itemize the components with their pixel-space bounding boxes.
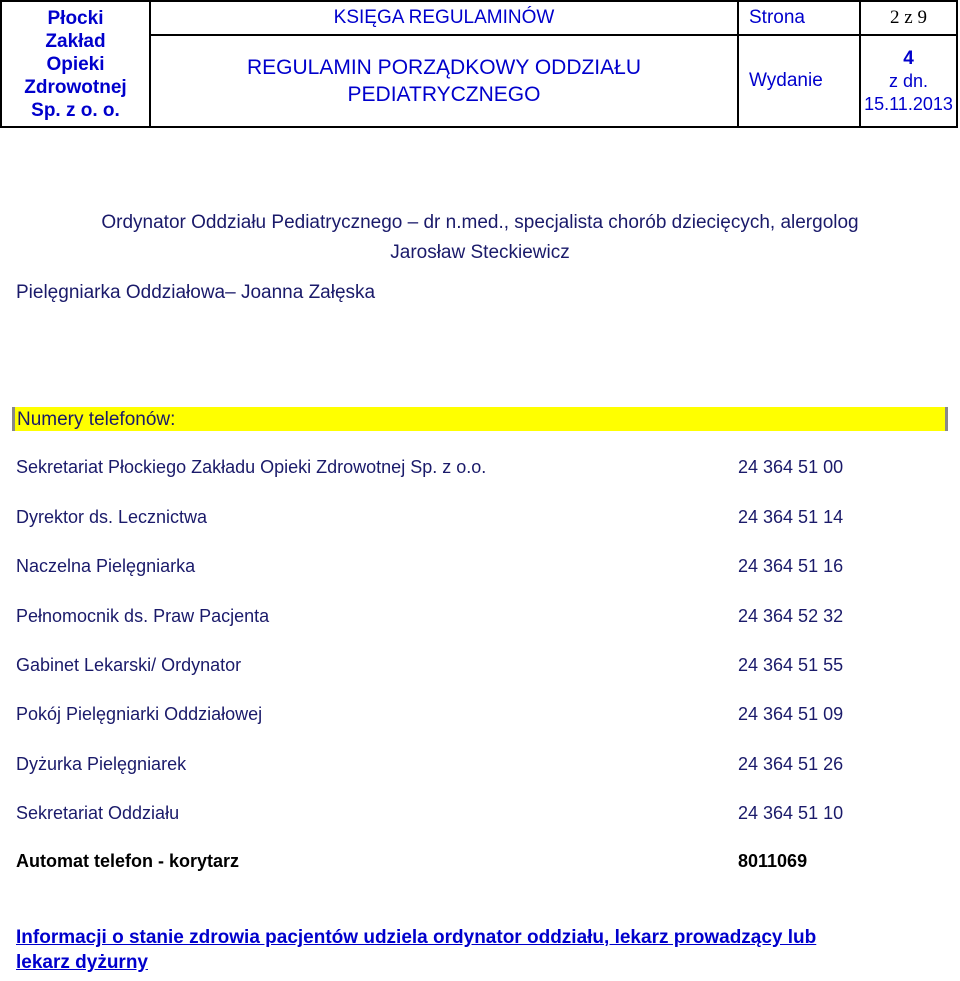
phone-number: 24 364 51 16 bbox=[738, 556, 844, 576]
org-line: Opieki bbox=[46, 53, 105, 75]
head-physician-line: Jarosław Steckiewicz bbox=[390, 242, 570, 263]
phone-number: 24 364 52 32 bbox=[738, 606, 844, 626]
org-line: Płocki bbox=[47, 7, 104, 29]
phone-row bbox=[16, 754, 916, 778]
phone-number: 8011069 bbox=[738, 851, 808, 871]
phone-number: 24 364 51 10 bbox=[738, 803, 844, 823]
health-info-line: Informacji o stanie zdrowia pacjentów udziela ordynator oddziału, lekarz prowadzący lub bbox=[16, 927, 817, 948]
phone-name: Naczelna Pielęgniarka bbox=[16, 556, 196, 576]
org-line: Zakład bbox=[45, 30, 106, 52]
phone-name: Pokój Pielęgniarki Oddziałowej bbox=[16, 704, 263, 724]
edition-label: Wydanie bbox=[738, 35, 860, 127]
edition-date-prefix: z dn. bbox=[888, 70, 929, 91]
phone-number: 24 364 51 00 bbox=[738, 457, 844, 477]
edition-date: 15.11.2013 bbox=[864, 93, 953, 114]
phone-name: Dyżurka Pielęgniarek bbox=[16, 754, 187, 774]
phone-name: Sekretariat Oddziału bbox=[16, 803, 180, 823]
health-info-line: lekarz dyżurny bbox=[16, 952, 148, 973]
document-title bbox=[150, 35, 738, 127]
document-title-line: PEDIATRYCZNEGO bbox=[347, 83, 541, 106]
organization-name bbox=[1, 1, 150, 127]
phone-number: 24 364 51 26 bbox=[738, 754, 844, 774]
phone-row bbox=[16, 803, 916, 827]
document-header bbox=[0, 0, 958, 128]
phones-heading: Numery telefonów: bbox=[17, 409, 176, 430]
phone-row bbox=[16, 655, 916, 679]
page-label: Strona bbox=[738, 1, 860, 35]
book-title: KSIĘGA REGULAMINÓW bbox=[150, 1, 738, 35]
phone-name: Dyrektor ds. Lecznictwa bbox=[16, 507, 208, 527]
phone-row bbox=[16, 851, 916, 875]
health-info-note bbox=[16, 925, 936, 975]
phone-row bbox=[16, 507, 916, 531]
org-line: Zdrowotnej bbox=[24, 76, 127, 98]
phone-name: Sekretariat Płockiego Zakładu Opieki Zdrowotnej Sp. z o.o. bbox=[16, 457, 487, 477]
phones-heading-bar bbox=[12, 407, 948, 431]
phone-row bbox=[16, 606, 916, 630]
head-physician-line: Ordynator Oddziału Pediatrycznego – dr n.med., specjalista chorób dziecięcych, alergolog bbox=[101, 212, 859, 233]
phone-number: 24 364 51 09 bbox=[738, 704, 844, 724]
document-title-line: REGULAMIN PORZĄDKOWY ODDZIAŁU bbox=[247, 56, 641, 79]
phone-name: Automat telefon - korytarz bbox=[16, 851, 240, 871]
phone-row bbox=[16, 556, 916, 580]
org-line: Sp. z o. o. bbox=[31, 99, 120, 121]
phone-number: 24 364 51 55 bbox=[738, 655, 844, 675]
head-physician bbox=[10, 208, 950, 268]
head-nurse: Pielęgniarka Oddziałowa– Joanna Załęska bbox=[16, 282, 376, 303]
edition-value bbox=[860, 35, 957, 127]
phone-number: 24 364 51 14 bbox=[738, 507, 844, 527]
page-number: 2 z 9 bbox=[860, 1, 957, 35]
phone-name: Pełnomocnik ds. Praw Pacjenta bbox=[16, 606, 270, 626]
phone-row bbox=[16, 704, 916, 728]
phone-name: Gabinet Lekarski/ Ordynator bbox=[16, 655, 242, 675]
phone-row bbox=[16, 457, 916, 481]
edition-number: 4 bbox=[903, 47, 914, 69]
